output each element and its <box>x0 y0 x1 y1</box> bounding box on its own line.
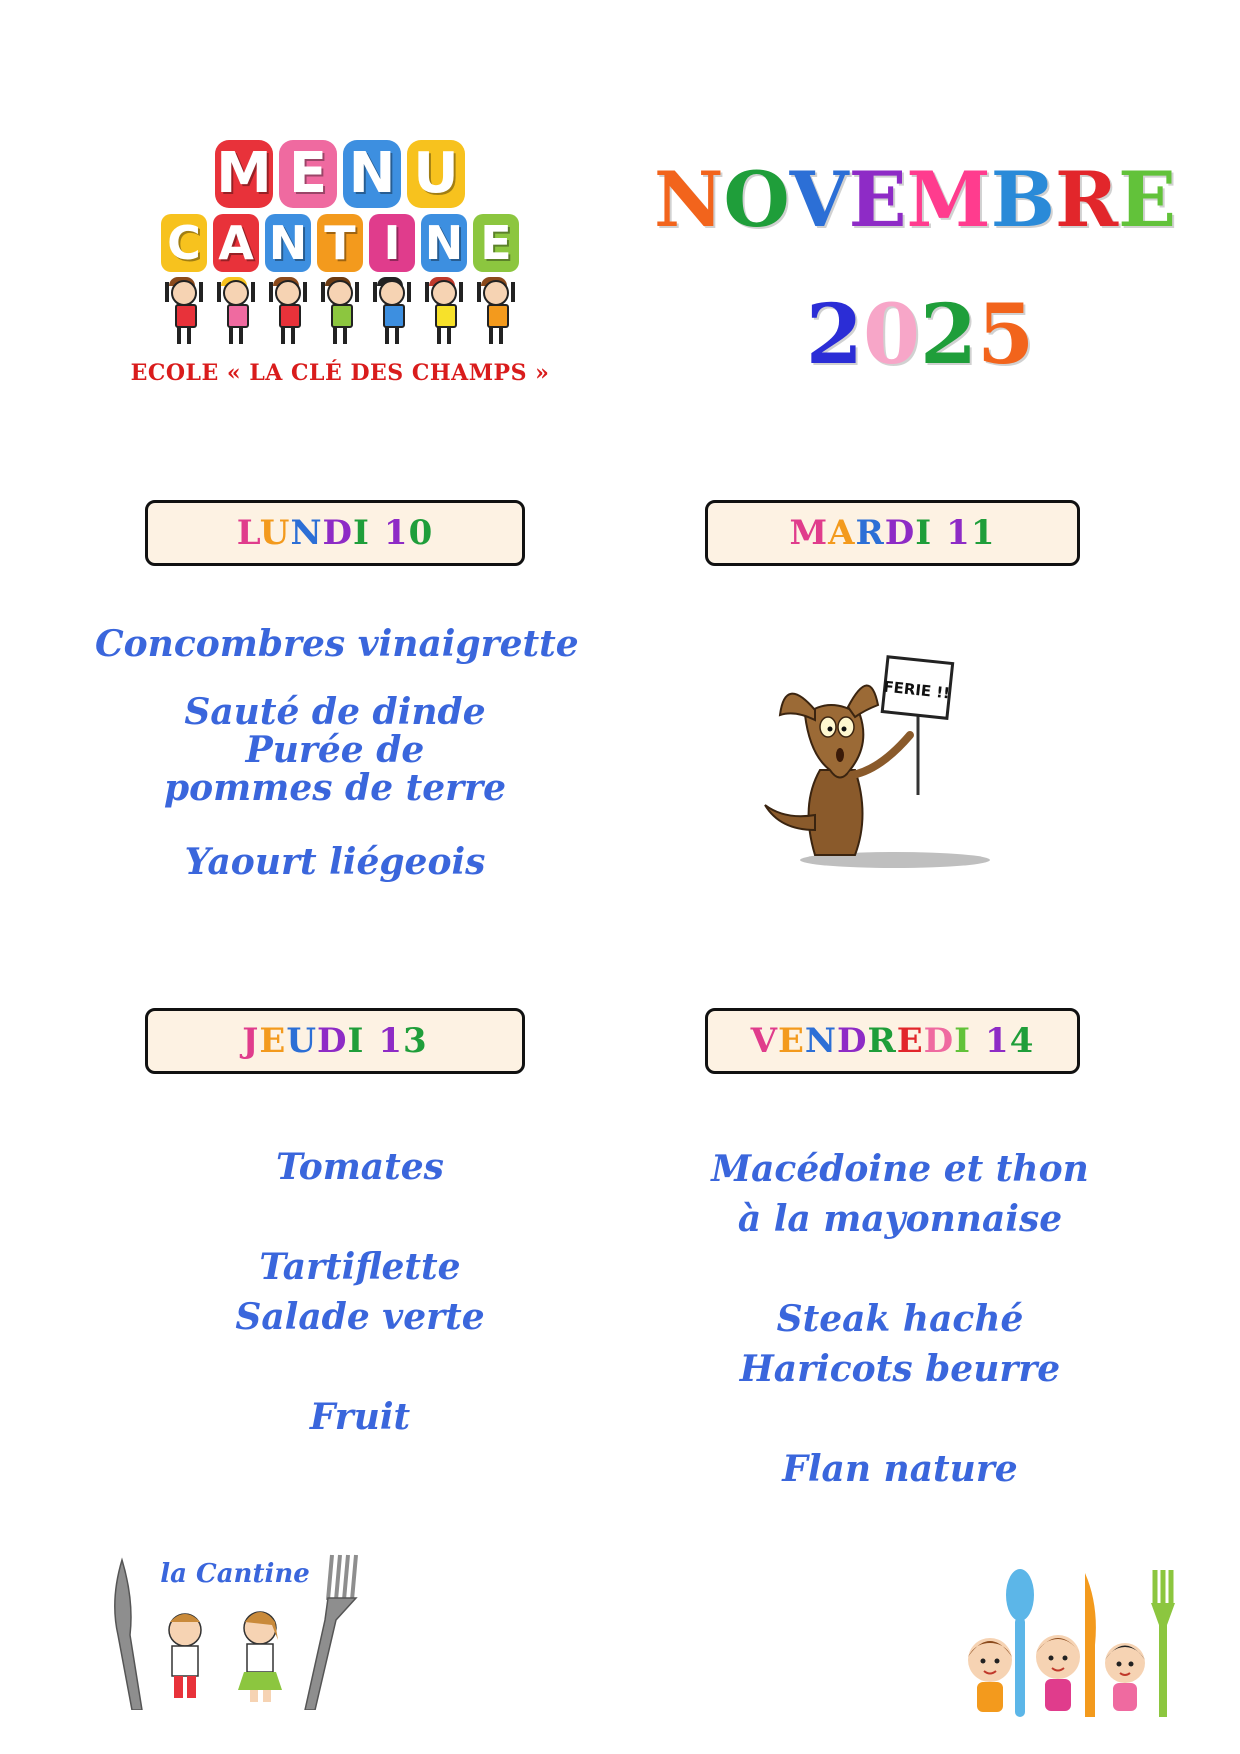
day-letter: E <box>259 1021 287 1061</box>
day-letter: E <box>777 1021 805 1061</box>
day-letter: 1 <box>383 513 409 553</box>
day-letter: D <box>836 1021 868 1061</box>
year-digit: 5 <box>977 287 1035 383</box>
logo-letter: E <box>279 140 337 208</box>
day-letter: J <box>242 1021 260 1061</box>
school-name: ECOLE « LA CLÉ DES CHAMPS » <box>130 360 550 386</box>
la-cantine-logo <box>100 1540 370 1710</box>
logo-letter: C <box>161 214 207 272</box>
day-header-thursday <box>145 1008 525 1074</box>
month-letter: E <box>848 155 907 244</box>
day-letter: 1 <box>970 513 996 553</box>
day-letter: U <box>286 1021 317 1061</box>
day-letter: I <box>353 513 370 553</box>
day-letter: E <box>896 1021 924 1061</box>
day-letter: N <box>290 513 323 553</box>
kids-illustration <box>120 280 560 346</box>
logo-letter: T <box>317 214 363 272</box>
kid-figure <box>217 280 255 346</box>
logo-letter: N <box>421 214 467 272</box>
month-letter: M <box>906 155 991 244</box>
logo-letter: I <box>369 214 415 272</box>
menu-item: Purée de <box>245 729 425 771</box>
menu-item: Steak haché <box>776 1298 1024 1340</box>
day-number <box>384 513 433 553</box>
day-letter: A <box>828 513 856 553</box>
cutlery-kids-illustration <box>965 1565 1190 1720</box>
day-number <box>946 513 995 553</box>
day-letter: 3 <box>403 1021 428 1061</box>
day-name <box>789 513 932 553</box>
logo-letter: E <box>473 214 519 272</box>
day-letter: L <box>236 513 260 553</box>
day-letter: 1 <box>378 1021 404 1061</box>
logo-letter: U <box>407 140 465 208</box>
year-digit: 2 <box>920 287 978 383</box>
day-letter: I <box>954 1021 972 1061</box>
day-name <box>242 1021 364 1061</box>
day-letter: M <box>789 513 829 553</box>
logo-word-menu <box>120 140 560 208</box>
menu-cantine-logo <box>120 140 560 410</box>
menu-item: Tomates <box>276 1146 444 1188</box>
kid-figure <box>425 280 463 346</box>
menu-item: à la mayonnaise <box>737 1198 1063 1240</box>
month-letter: R <box>1054 155 1119 244</box>
menu-thursday <box>150 1148 570 1436</box>
logo-letter: N <box>343 140 401 208</box>
holiday-sign-text: FERIE !! <box>882 677 951 703</box>
kid-figure <box>165 280 203 346</box>
day-letter: D <box>884 513 916 553</box>
kid-figure <box>269 280 307 346</box>
menu-item: Salade verte <box>235 1296 485 1338</box>
day-letter: D <box>923 1021 955 1061</box>
day-letter: N <box>804 1021 837 1061</box>
day-letter: D <box>316 1021 348 1061</box>
menu-item: Haricots beurre <box>739 1348 1061 1390</box>
day-letter: 4 <box>1009 1021 1035 1061</box>
logo-word-cantine <box>120 214 560 272</box>
day-header-tuesday <box>705 500 1080 566</box>
logo-letter: M <box>216 141 272 206</box>
day-header-friday <box>705 1008 1080 1074</box>
kid-figure <box>321 280 359 346</box>
day-header-monday <box>145 500 525 566</box>
month-letter: O <box>723 155 790 244</box>
month-letter: E <box>1118 155 1177 244</box>
day-letter: U <box>259 513 291 553</box>
day-number <box>985 1021 1034 1061</box>
logo-letter: A <box>213 214 259 272</box>
menu-item: Sauté de dinde <box>184 691 486 733</box>
menu-friday <box>690 1150 1110 1488</box>
month-title <box>655 150 1175 250</box>
menu-monday <box>95 623 579 883</box>
day-letter: V <box>750 1021 778 1061</box>
day-letter: I <box>347 1021 365 1061</box>
day-letter: 1 <box>946 513 971 553</box>
menu-item: Macédoine et thon <box>711 1148 1089 1190</box>
logo-letter: N <box>265 214 311 272</box>
menu-item: Concombres vinaigrette <box>95 623 579 665</box>
day-name <box>237 513 370 553</box>
year-title <box>790 285 1050 385</box>
day-letter: R <box>867 1021 897 1061</box>
day-letter: 0 <box>408 513 434 553</box>
year-digit: 0 <box>862 287 920 383</box>
menu-item: Fruit <box>309 1396 411 1438</box>
day-letter: 1 <box>985 1021 1010 1061</box>
menu-item: Flan nature <box>782 1448 1018 1490</box>
year-digit: 2 <box>805 287 863 383</box>
day-number <box>378 1021 427 1061</box>
kid-figure <box>373 280 411 346</box>
menu-item: Yaourt liégeois <box>184 841 486 883</box>
menu-item: pommes de terre <box>163 767 507 809</box>
day-letter: I <box>915 513 933 553</box>
month-letter: V <box>789 155 849 244</box>
day-name <box>751 1021 971 1061</box>
menu-item: Tartiflette <box>259 1246 461 1288</box>
kid-figure <box>477 280 515 346</box>
la-cantine-text: la Cantine <box>160 1559 310 1589</box>
day-letter: R <box>855 513 885 553</box>
month-letter: B <box>990 155 1055 244</box>
day-letter: D <box>322 513 353 553</box>
month-letter: N <box>653 155 724 244</box>
coyote-holiday-illustration <box>760 655 990 870</box>
